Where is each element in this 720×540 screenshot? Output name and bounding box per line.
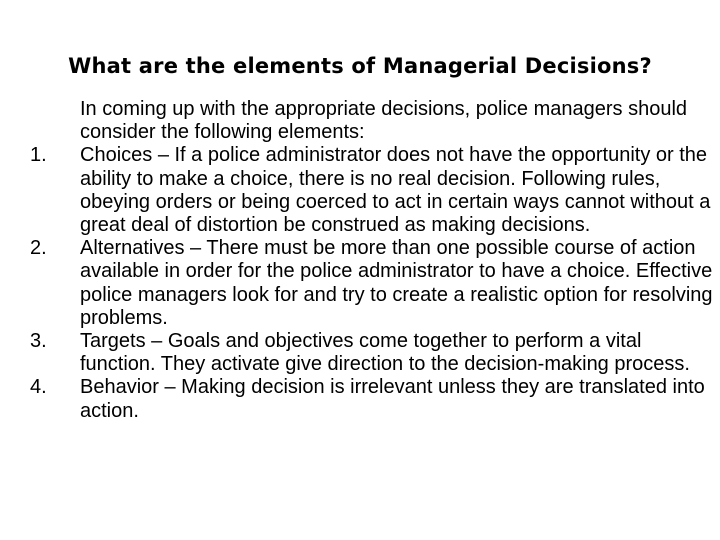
list-item-choices — [26, 144, 716, 237]
list-item-number: 3. — [30, 330, 47, 353]
slide-body — [26, 98, 716, 423]
list-item-alternatives — [26, 237, 716, 330]
list-item-text: Alternatives – There must be more than one possible course of action available in order for the police administrator to have a choice. Effective police managers look for and try to create a realistic option for resolving problems. — [80, 237, 713, 329]
list-item-text: Behavior – Making decision is irrelevant unless they are translated into action. — [80, 376, 705, 422]
list-item-behavior — [26, 376, 716, 422]
list-item-number: 2. — [30, 237, 47, 260]
list-item-targets — [26, 330, 716, 376]
list-item-number: 4. — [30, 376, 47, 399]
list-item-text: Choices – If a police administrator does not have the opportunity or the ability to make a choice, there is no real decision. Following rules, obeying orders or being coerced to act in certain ways cannot without a great deal of distortion be construed as making decisions. — [80, 144, 711, 237]
intro-paragraph: In coming up with the appropriate decisions, police managers should consider the following elements: — [80, 98, 688, 144]
list-item-number: 1. — [30, 144, 47, 167]
list-item-text: Targets – Goals and objectives come together to perform a vital function. They activate give direction to the decision-making process. — [80, 330, 690, 376]
slide-title: What are the elements of Managerial Decisions? — [68, 54, 652, 78]
